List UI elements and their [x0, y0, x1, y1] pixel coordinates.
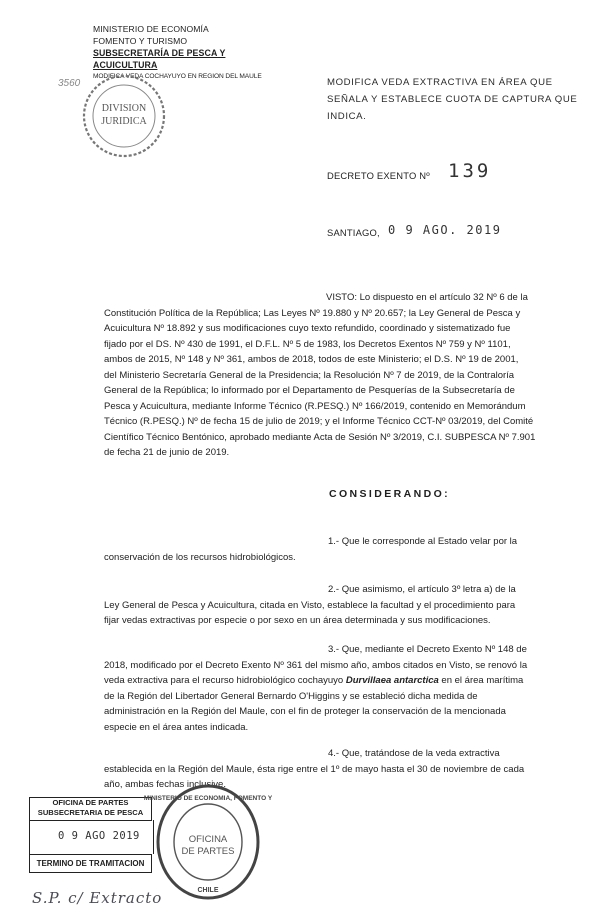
ministry-subname: FOMENTO Y TURISMO — [93, 36, 188, 46]
stamp-office-label: OFICINA DE PARTES — [52, 798, 129, 807]
seal-center-line2: DE PARTES — [181, 846, 235, 857]
considerando-3 — [104, 642, 541, 735]
header-subject: MODIFICA VEDA COCHAYUYO EN REGION DEL MAULE — [93, 73, 262, 80]
decree-title — [327, 74, 587, 125]
considerando-line: 2018, modificado por el Decreto Exento Nº 361 del mismo año, ambos citados en Visto, se renovó la — [104, 659, 528, 671]
seal-bottom-text: CHILE — [197, 887, 219, 894]
visto-line: de fecha 21 de junio de 2019. — [104, 447, 230, 458]
visto-line: ambos de 2015, Nº 148 y Nº 361, ambos de 2018, todos de este Ministerio; el D.S. Nº 19 de 2001, — [104, 354, 519, 365]
considerando-first-line: 4.- Que, tratándose de la veda extractiva — [328, 748, 500, 759]
stamp-division-label: DIVISION — [101, 103, 147, 114]
considerando-first-line: 1.- Que le corresponde al Estado velar por la — [328, 536, 518, 547]
round-seal — [143, 782, 273, 902]
visto-line: fijado por el DS. Nº 430 de 1991, el D.F.L. Nº 5 de 1983, los Decretos Exentos Nº 759 y Nº 1101, — [104, 338, 511, 350]
subsecretaria-name: SUBSECRETARÍA DE PESCA Y ACUICULTURA — [93, 48, 226, 70]
considerando-line: fijar vedas extractivas por especie o por sexo en un área determinada y sus modificaciones. — [104, 615, 491, 626]
considerando-line: administración en la Región del Maule, con el fin de proteger la conservación de la mencionada — [104, 706, 506, 717]
visto-line: VISTO: Lo dispuesto en el artículo 32 Nº 6 de la — [326, 292, 528, 303]
considerando-line: de la Región del Libertador General Bernardo O'Higgins y se estableció dicha medida de — [104, 690, 478, 702]
handwritten-number: 3560 — [58, 78, 81, 89]
considerando-line — [104, 673, 541, 689]
visto-line: del Ministerio Secretaría General de la Presidencia; la Resolución Nº 7 de 2019, de la Contraloría — [104, 369, 515, 381]
oficina-partes-stamp — [29, 797, 153, 882]
ministry-name: MINISTERIO DE ECONOMÍA — [93, 24, 209, 34]
stamp-juridica-label: JURIDICA — [101, 116, 147, 127]
visto-line: Acuicultura Nº 18.892 y sus modificaciones cuyo texto refundido, coordinado y sistematizado fue — [104, 323, 511, 334]
decree-date-stamp: 0 9 AGO. 2019 — [388, 223, 502, 237]
visto-line: Científico Técnico Bentónico, aprobado mediante Acta de Sesión Nº 3/2019, C.I. SUBPESCA Nº 7.901 — [104, 431, 536, 443]
considerando-heading: CONSIDERANDO: — [329, 488, 451, 500]
decree-label: DECRETO EXENTO Nº — [327, 170, 430, 181]
visto-section — [104, 290, 541, 461]
considerando-first-line: 2.- Que asimismo, el artículo 3º letra a) de la — [328, 584, 516, 595]
division-juridica-stamp — [80, 72, 168, 160]
visto-line: Constitución Política de la República; Las Leyes Nº 19.880 y Nº 20.657; la Ley General de Pesca y — [104, 307, 521, 319]
text-span: en el área marítima — [438, 675, 524, 686]
visto-line: Pesca y Acuicultura, mediante Informe Técnico (R.PESQ.) Nº 166/2019, contenido en Memorándum — [104, 400, 526, 412]
considerando-line: año, ambas fechas inclusive. — [104, 779, 226, 790]
considerando-line: especie en el área antes indicada. — [104, 721, 249, 733]
considerando-2 — [104, 582, 541, 629]
seal-outer-text: MINISTERIO DE ECONOMIA, FOMENTO Y — [143, 795, 273, 802]
text-span: veda extractiva para el recurso hidrobiológico cochayuyo — [104, 675, 346, 686]
title-line: MODIFICA VEDA EXTRACTIVA EN ÁREA QUE — [327, 77, 553, 88]
seal-ring-icon — [143, 782, 273, 902]
species-name: Durvillaea antarctica — [345, 675, 439, 686]
stamp-date: 0 9 AGO 2019 — [58, 830, 140, 842]
considerando-line: Ley General de Pesca y Acuicultura, citada en Visto, establece la facultad y el procedimiento para — [104, 599, 516, 611]
handwritten-note: S.P. c/ Extracto — [32, 889, 163, 907]
visto-line: General de la República; lo informado por el Departamento de Pesquerías de la Subsecretaría de — [104, 385, 515, 396]
considerando-line: conservación de los recursos hidrobiológicos. — [104, 551, 296, 563]
considerando-line: establecida en la Región del Maule, ésta rige entre el 1º de mayo hasta el 30 de noviembre de cada — [104, 763, 525, 775]
seal-center-line1: OFICINA — [188, 834, 228, 845]
decree-number: 139 — [448, 160, 492, 182]
title-line: SEÑALA Y ESTABLECE CUOTA DE CAPTURA QUE — [327, 94, 578, 105]
city-label: SANTIAGO, — [327, 227, 380, 238]
stamp-termino-label: TERMINO DE TRAMITACION — [29, 854, 152, 873]
considerando-1 — [104, 534, 541, 565]
considerando-first-line: 3.- Que, mediante el Decreto Exento Nº 148 de — [328, 644, 527, 655]
stamp-subsecretaria-label: SUBSECRETARIA DE PESCA — [37, 808, 144, 817]
visto-line: Técnico (R.PESQ.) Nº de fecha 15 de julio de 2019; y el Informe Técnico CCT-Nº 03/2019, del Comité — [104, 416, 534, 427]
title-line: INDICA. — [327, 111, 367, 122]
